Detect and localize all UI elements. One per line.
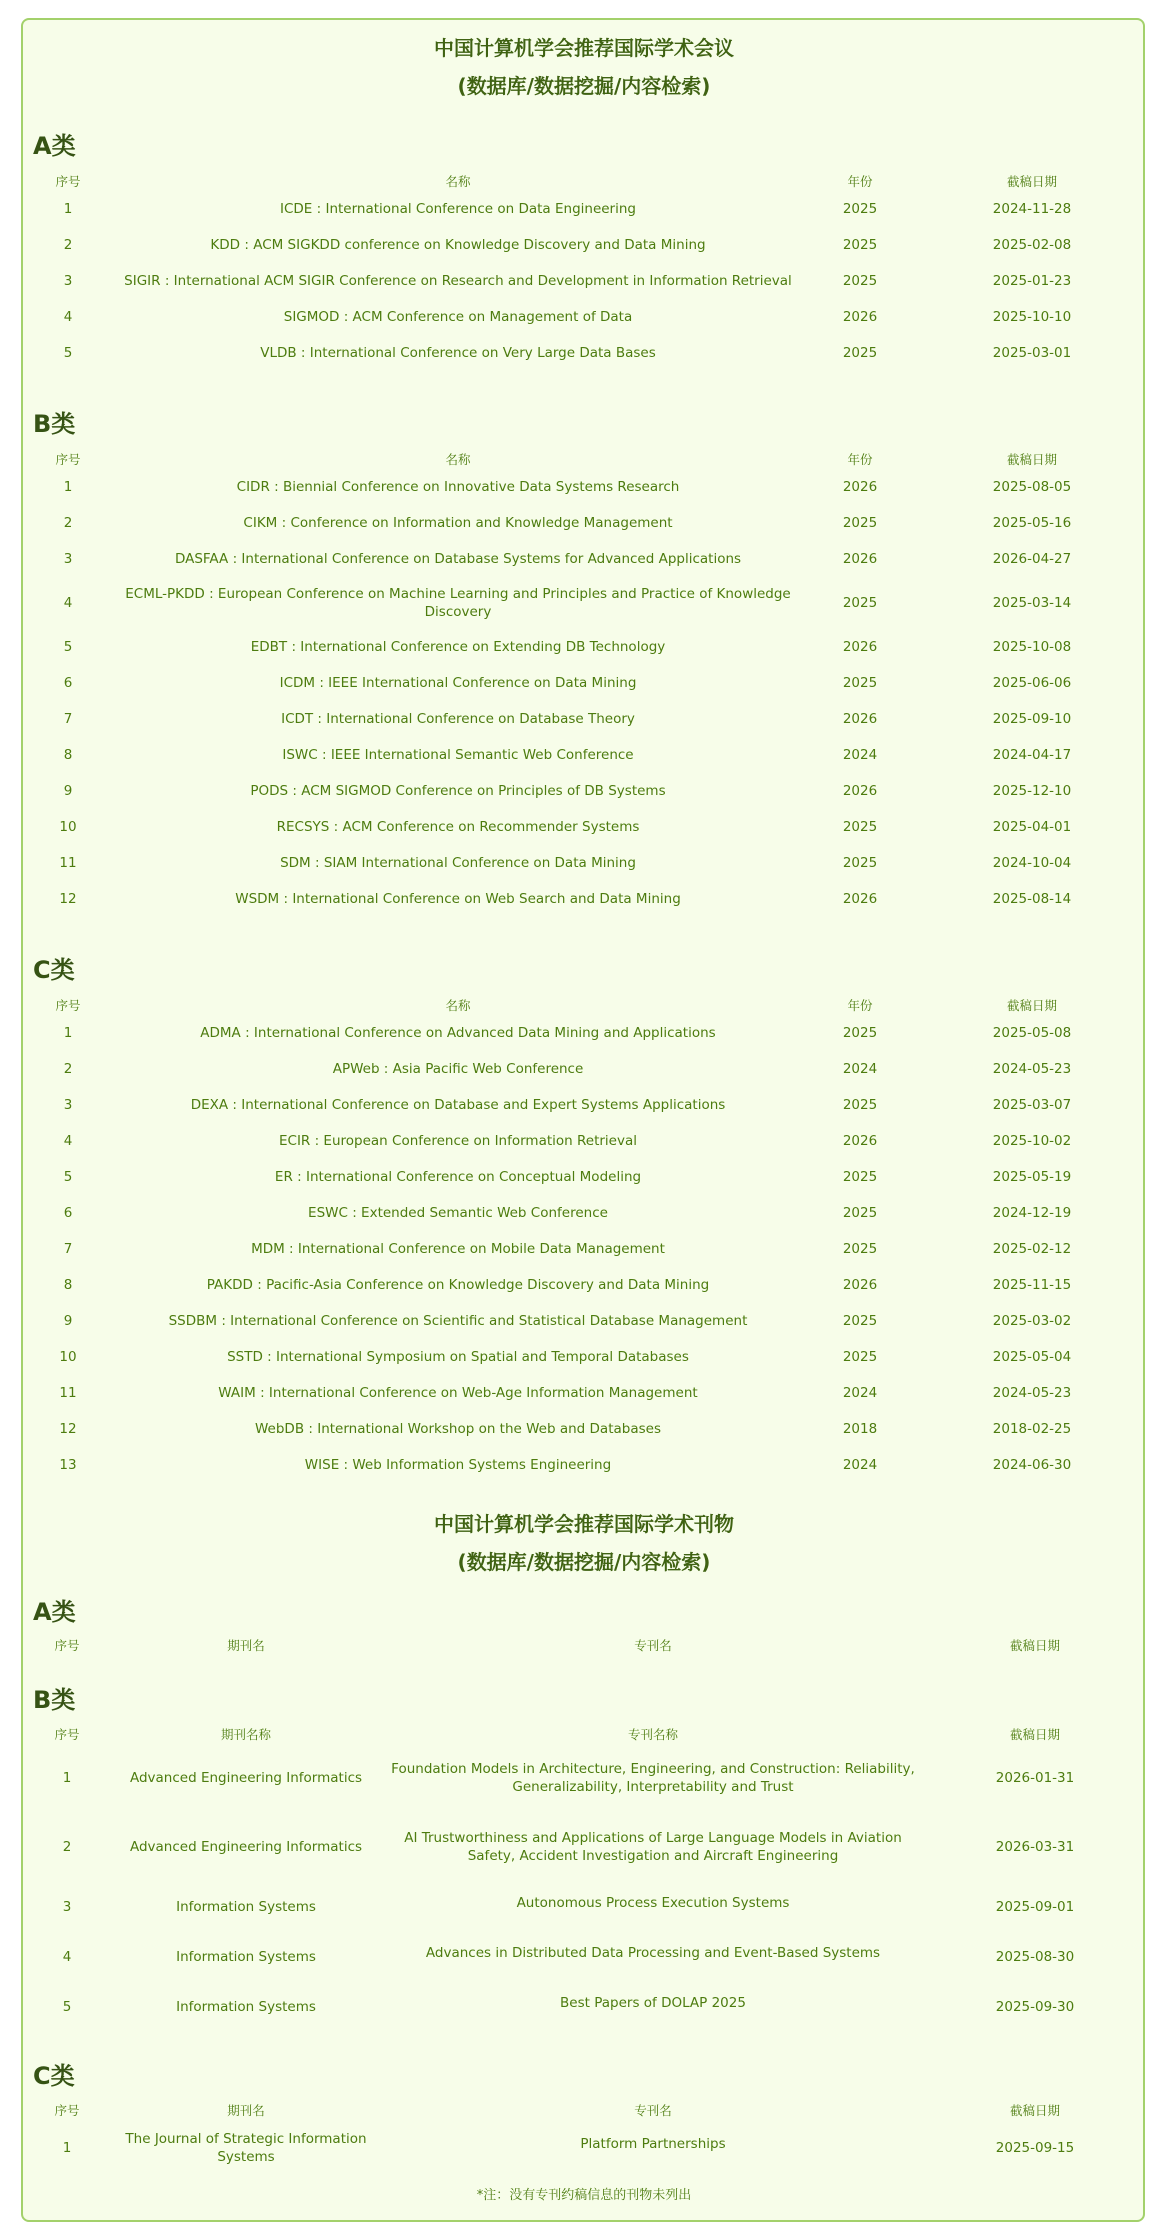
table-cell-no: 2	[63, 1061, 73, 1077]
category-heading: C类	[33, 2062, 75, 2090]
conference-name: ICDT : International Conference on Database Theory	[281, 711, 635, 727]
table-cell-no: 3	[63, 1097, 73, 1113]
table-cell-no: 10	[59, 819, 77, 835]
table-cell-deadline: 2026-04-27	[992, 551, 1072, 567]
column-header-year: 年份	[847, 998, 873, 1013]
column-header-no: 序号	[54, 1638, 80, 1653]
column-header-deadline: 截稿日期	[1006, 998, 1057, 1013]
table-cell-year: 2026	[842, 639, 878, 655]
column-header-journal: 期刊名	[227, 1638, 265, 1653]
table-cell-no: 10	[59, 1349, 77, 1365]
column-header-issue: 专刊名	[634, 1638, 672, 1653]
table-cell-year: 2025	[842, 1349, 878, 1365]
table-cell-deadline: 2024-04-17	[992, 747, 1072, 763]
table-cell-no: 5	[63, 345, 73, 361]
column-header-journal: 期刊名	[227, 2103, 265, 2118]
table-cell-deadline: 2024-06-30	[992, 1457, 1072, 1473]
table-cell-no: 12	[59, 1421, 77, 1437]
conference-name: APWeb : Asia Pacific Web Conference	[332, 1061, 584, 1077]
table-cell-deadline: 2025-05-04	[992, 1349, 1072, 1365]
table-cell-no: 2	[62, 1839, 72, 1855]
journal-title: 中国计算机学会推荐国际学术刊物	[434, 1512, 734, 1536]
conference-name: KDD : ACM SIGKDD conference on Knowledge Discovery and Data Mining	[210, 237, 706, 253]
table-cell-deadline: 2024-11-28	[992, 201, 1072, 217]
table-cell-no: 6	[63, 1205, 73, 1221]
column-header-deadline: 截稿日期	[1009, 1727, 1060, 1742]
table-cell-deadline: 2026-03-31	[995, 1839, 1075, 1855]
table-cell-deadline: 2025-05-19	[992, 1169, 1072, 1185]
column-header-name: 名称	[445, 452, 471, 467]
table-cell-no: 6	[63, 675, 73, 691]
table-cell-year: 2025	[842, 1169, 878, 1185]
column-header-name: 名称	[445, 174, 471, 189]
conference-name: ESWC : Extended Semantic Web Conference	[308, 1205, 608, 1221]
table-cell-year: 2026	[842, 479, 878, 495]
category-heading: B类	[33, 1686, 76, 1714]
conference-name: ISWC : IEEE International Semantic Web Conference	[282, 747, 634, 763]
column-header-deadline: 截稿日期	[1006, 174, 1057, 189]
conference-name: MDM : International Conference on Mobile Data Management	[251, 1241, 665, 1257]
table-cell-no: 5	[63, 1169, 73, 1185]
table-cell-deadline: 2025-09-30	[995, 1999, 1075, 2015]
column-header-no: 序号	[54, 1727, 80, 1742]
table-cell-no: 9	[63, 783, 73, 799]
table-cell-no: 5	[63, 639, 73, 655]
table-cell-year: 2025	[842, 237, 878, 253]
table-cell-deadline: 2024-12-19	[992, 1205, 1072, 1221]
category-heading: A类	[33, 1598, 76, 1626]
table-cell-deadline: 2025-08-14	[992, 891, 1072, 907]
journal-name: Advanced Engineering Informatics	[129, 1770, 363, 1786]
table-cell-year: 2025	[842, 1313, 878, 1329]
table-cell-year: 2025	[842, 1097, 878, 1113]
table-cell-no: 9	[63, 1313, 73, 1329]
conference-name: ICDE : International Conference on Data Engineering	[280, 201, 636, 217]
column-header-deadline: 截稿日期	[1006, 452, 1057, 467]
table-cell-year: 2025	[842, 595, 878, 611]
conference-title: 中国计算机学会推荐国际学术会议	[434, 36, 734, 60]
category-heading: C类	[33, 956, 75, 984]
journal-name: Information Systems	[176, 1949, 316, 1965]
table-cell-no: 3	[63, 551, 73, 567]
special-issue-name: Platform Partnerships	[580, 2136, 726, 2152]
table-cell-deadline: 2025-08-05	[992, 479, 1072, 495]
table-cell-deadline: 2025-11-15	[992, 1277, 1072, 1293]
conference-subtitle: (数据库/数据挖掘/内容检索)	[457, 74, 711, 98]
table-cell-no: 1	[63, 479, 73, 495]
table-cell-year: 2025	[842, 273, 878, 289]
table-cell-no: 3	[63, 273, 73, 289]
journal-name: Information Systems	[176, 1899, 316, 1915]
table-cell-deadline: 2025-01-23	[992, 273, 1072, 289]
conference-name: CIKM : Conference on Information and Knowledge Management	[243, 515, 673, 531]
table-cell-year: 2025	[842, 855, 878, 871]
column-header-name: 名称	[445, 998, 471, 1013]
conference-name: SIGMOD : ACM Conference on Management of Data	[283, 309, 633, 325]
journal-name: Information Systems	[176, 1999, 316, 2015]
conference-name: VLDB : International Conference on Very Large Data Bases	[260, 345, 656, 361]
table-cell-year: 2025	[842, 201, 878, 217]
column-header-issue: 专刊名	[634, 2103, 672, 2118]
table-cell-deadline: 2025-02-08	[992, 237, 1072, 253]
conference-name: RECSYS : ACM Conference on Recommender Systems	[276, 819, 640, 835]
table-cell-no: 11	[59, 1385, 77, 1401]
table-cell-year: 2025	[842, 1241, 878, 1257]
table-cell-no: 2	[63, 515, 73, 531]
table-cell-deadline: 2025-03-07	[992, 1097, 1072, 1113]
table-cell-deadline: 2025-05-08	[992, 1025, 1072, 1041]
table-cell-deadline: 2025-03-14	[992, 595, 1072, 611]
table-cell-deadline: 2024-05-23	[992, 1385, 1072, 1401]
table-cell-year: 2026	[842, 551, 878, 567]
column-header-deadline: 截稿日期	[1009, 1638, 1060, 1653]
category-heading: B类	[33, 410, 76, 438]
table-cell-deadline: 2026-01-31	[995, 1770, 1075, 1786]
table-cell-year: 2025	[842, 1205, 878, 1221]
table-cell-deadline: 2025-03-01	[992, 345, 1072, 361]
conference-name: SIGIR : International ACM SIGIR Conference on Research and Development in Information Retrieval	[124, 273, 792, 289]
table-cell-year: 2026	[842, 783, 878, 799]
conference-name: DEXA : International Conference on Database and Expert Systems Applications	[190, 1097, 726, 1113]
table-cell-no: 5	[62, 1999, 72, 2015]
table-cell-no: 1	[62, 2140, 72, 2156]
column-header-deadline: 截稿日期	[1009, 2103, 1060, 2118]
table-cell-year: 2025	[842, 675, 878, 691]
column-header-no: 序号	[55, 452, 81, 467]
journal-name: Advanced Engineering Informatics	[129, 1839, 363, 1855]
table-cell-no: 4	[63, 309, 73, 325]
table-cell-no: 1	[62, 1770, 72, 1786]
column-header-issue: 专刊名称	[627, 1727, 678, 1742]
conference-name: ECML-PKDD : European Conference on Machine Learning and Principles and Practice of Knowledge Discovery	[125, 586, 791, 620]
column-header-no: 序号	[55, 998, 81, 1013]
special-issue-name: Advances in Distributed Data Processing and Event-Based Systems	[425, 1945, 881, 1961]
column-header-no: 序号	[55, 174, 81, 189]
conference-name: WSDM : International Conference on Web Search and Data Mining	[235, 891, 681, 907]
table-cell-deadline: 2024-10-04	[992, 855, 1072, 871]
table-cell-deadline: 2025-02-12	[992, 1241, 1072, 1257]
table-cell-year: 2024	[842, 1457, 878, 1473]
conference-name: PODS : ACM SIGMOD Conference on Principles of DB Systems	[250, 783, 666, 799]
conference-name: PAKDD : Pacific-Asia Conference on Knowledge Discovery and Data Mining	[206, 1277, 710, 1293]
table-cell-year: 2026	[842, 711, 878, 727]
table-cell-year: 2026	[842, 309, 878, 325]
conference-name: CIDR : Biennial Conference on Innovative Data Systems Research	[236, 479, 680, 495]
table-cell-no: 7	[63, 711, 73, 727]
journal-subtitle: (数据库/数据挖掘/内容检索)	[457, 1550, 711, 1574]
conference-name: ADMA : International Conference on Advanced Data Mining and Applications	[200, 1025, 716, 1041]
table-cell-no: 12	[59, 891, 77, 907]
conference-name: DASFAA : International Conference on Database Systems for Advanced Applications	[174, 551, 742, 567]
table-cell-deadline: 2025-10-02	[992, 1133, 1072, 1149]
column-header-journal: 期刊名称	[220, 1727, 271, 1742]
special-issue-name: Foundation Models in Architecture, Engineering, and Construction: Reliability, Generalizability, Interpretability and Trust	[391, 1761, 915, 1795]
table-cell-deadline: 2025-05-16	[992, 515, 1072, 531]
table-cell-no: 3	[62, 1899, 72, 1915]
table-cell-year: 2025	[842, 345, 878, 361]
table-cell-no: 13	[59, 1457, 77, 1473]
table-cell-no: 4	[63, 1133, 73, 1149]
special-issue-name: Autonomous Process Execution Systems	[516, 1895, 790, 1911]
table-cell-no: 7	[63, 1241, 73, 1257]
table-cell-no: 4	[63, 595, 73, 611]
table-cell-year: 2026	[842, 891, 878, 907]
column-header-year: 年份	[847, 174, 873, 189]
conference-name: SSTD : International Symposium on Spatial and Temporal Databases	[227, 1349, 689, 1365]
special-issue-name: Best Papers of DOLAP 2025	[560, 1995, 746, 2011]
table-cell-no: 4	[62, 1949, 72, 1965]
footnote: *注：没有专刊约稿信息的刊物未列出	[476, 2188, 692, 2203]
table-cell-year: 2025	[842, 515, 878, 531]
table-cell-year: 2024	[842, 1061, 878, 1077]
conference-name: ECIR : European Conference on Information Retrieval	[278, 1133, 637, 1149]
table-cell-year: 2024	[842, 1385, 878, 1401]
table-cell-deadline: 2025-09-10	[992, 711, 1072, 727]
table-cell-deadline: 2025-04-01	[992, 819, 1072, 835]
table-cell-no: 11	[59, 855, 77, 871]
table-cell-deadline: 2025-10-10	[992, 309, 1072, 325]
table-cell-deadline: 2024-05-23	[992, 1061, 1072, 1077]
journal-name: The Journal of Strategic Information Systems	[125, 2131, 367, 2165]
table-cell-deadline: 2018-02-25	[992, 1421, 1072, 1437]
column-header-year: 年份	[847, 452, 873, 467]
table-cell-no: 1	[63, 201, 73, 217]
table-cell-year: 2026	[842, 1277, 878, 1293]
table-cell-year: 2024	[842, 747, 878, 763]
table-cell-year: 2025	[842, 1025, 878, 1041]
table-cell-no: 8	[63, 1277, 73, 1293]
table-cell-year: 2025	[842, 819, 878, 835]
table-cell-deadline: 2025-12-10	[992, 783, 1072, 799]
table-cell-deadline: 2025-08-30	[995, 1949, 1075, 1965]
table-cell-deadline: 2025-09-01	[995, 1899, 1075, 1915]
conference-name: EDBT : International Conference on Extending DB Technology	[250, 639, 666, 655]
conference-name: ICDM : IEEE International Conference on Data Mining	[279, 675, 637, 691]
table-cell-year: 2018	[842, 1421, 878, 1437]
column-header-no: 序号	[54, 2103, 80, 2118]
table-cell-no: 8	[63, 747, 73, 763]
table-cell-deadline: 2025-10-08	[992, 639, 1072, 655]
conference-name: WISE : Web Information Systems Engineering	[304, 1457, 612, 1473]
table-cell-deadline: 2025-03-02	[992, 1313, 1072, 1329]
conference-name: SSDBM : International Conference on Scientific and Statistical Database Management	[168, 1313, 748, 1329]
conference-name: WebDB : International Workshop on the Web and Databases	[255, 1421, 661, 1437]
conference-name: SDM : SIAM International Conference on Data Mining	[280, 855, 636, 871]
table-cell-deadline: 2025-06-06	[992, 675, 1072, 691]
category-heading: A类	[33, 132, 76, 160]
conference-name: WAIM : International Conference on Web-Age Information Management	[218, 1385, 698, 1401]
table-cell-deadline: 2025-09-15	[995, 2140, 1075, 2156]
table-cell-no: 1	[63, 1025, 73, 1041]
special-issue-name: AI Trustworthiness and Applications of Large Language Models in Aviation Safety, Accident Investigation and Aircraft Engineering	[404, 1830, 902, 1864]
conference-name: ER : International Conference on Conceptual Modeling	[274, 1169, 642, 1185]
table-cell-year: 2026	[842, 1133, 878, 1149]
table-cell-no: 2	[63, 237, 73, 253]
